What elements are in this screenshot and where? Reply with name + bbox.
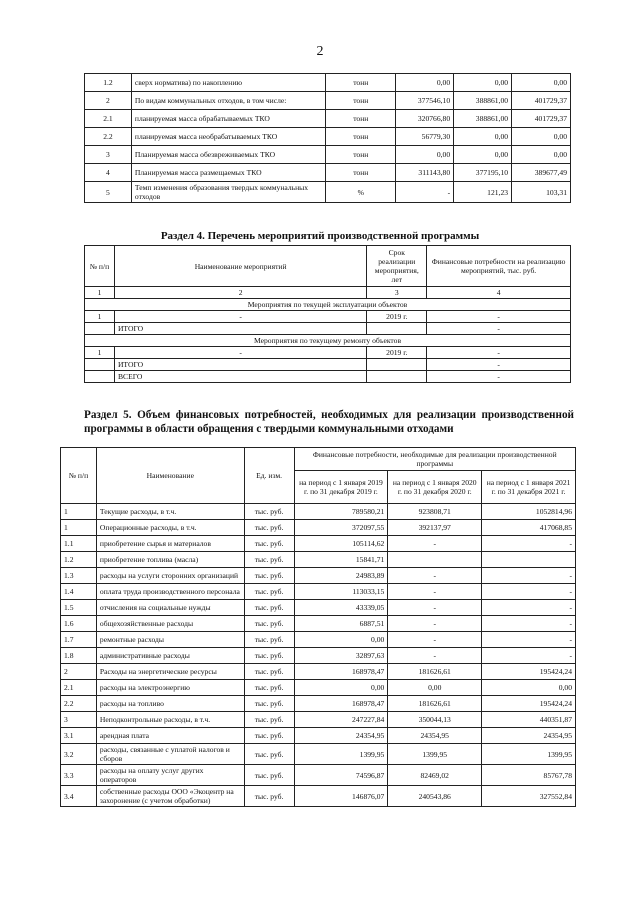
total-label: ИТОГО <box>114 323 366 335</box>
col-number: 3 <box>367 287 427 299</box>
header-unit: Ед. изм. <box>244 448 294 504</box>
table-cell: 24354,95 <box>294 728 388 744</box>
table-cell: 372097,55 <box>294 520 388 536</box>
header-num: № п/п <box>85 246 115 287</box>
table-row <box>61 616 576 632</box>
table-cell: Темп изменения образования твердых коммунальных отходов <box>131 182 326 203</box>
cell: - <box>427 311 571 323</box>
table-cell: 1.2 <box>61 552 97 568</box>
table-cell: 377195,10 <box>454 164 512 182</box>
table-row <box>85 92 571 110</box>
table-cell: собственные расходы ООО «Экоцентр на захоронение (с учетом обработки) <box>96 786 244 807</box>
table-cell: 24354,95 <box>388 728 482 744</box>
table-cell: тыс. руб. <box>244 536 294 552</box>
cell: 1 <box>85 347 115 359</box>
table-cell: 0,00 <box>294 680 388 696</box>
table-cell: тыс. руб. <box>244 765 294 786</box>
group-title: Мероприятия по текущему ремонту объектов <box>85 335 571 347</box>
table-cell: 388861,00 <box>454 110 512 128</box>
table-cell: тыс. руб. <box>244 696 294 712</box>
table-cell: 1.6 <box>61 616 97 632</box>
table-cell: сверх норматива) по накоплению <box>131 74 326 92</box>
table-cell: 1.5 <box>61 600 97 616</box>
table-row <box>61 584 576 600</box>
table-cell: - <box>388 616 482 632</box>
table-cell: 401729,37 <box>512 92 571 110</box>
table-cell: 1399,95 <box>482 744 576 765</box>
table-cell: - <box>388 600 482 616</box>
table-cell: 3 <box>61 712 97 728</box>
header-term: Срок реализации мероприятия, лет <box>367 246 427 287</box>
table-cell <box>482 552 576 568</box>
table-cell: 0,00 <box>454 128 512 146</box>
table-cell: - <box>388 632 482 648</box>
table-cell: 3.2 <box>61 744 97 765</box>
table-cell: 1.2 <box>85 74 132 92</box>
table-cell: 327552,84 <box>482 786 576 807</box>
table-row <box>61 504 576 520</box>
table-cell: 2.1 <box>61 680 97 696</box>
table-cell: 0,00 <box>482 680 576 696</box>
table-cell: 0,00 <box>454 74 512 92</box>
cell: 1 <box>85 311 115 323</box>
table-cell: 0,00 <box>396 146 454 164</box>
table-cell: тонн <box>326 74 396 92</box>
table-row <box>61 664 576 680</box>
table-cell: 417068,85 <box>482 520 576 536</box>
table-cell: ремонтные расходы <box>96 632 244 648</box>
table-cell: Неподконтрольные расходы, в т.ч. <box>96 712 244 728</box>
table-cell: арендная плата <box>96 728 244 744</box>
table-cell: 113033,15 <box>294 584 388 600</box>
table-cell: 105114,62 <box>294 536 388 552</box>
table-cell: 389677,49 <box>512 164 571 182</box>
table-cell: 4 <box>85 164 132 182</box>
table-cell: 1.4 <box>61 584 97 600</box>
table-cell: 2.1 <box>85 110 132 128</box>
total-label: ИТОГО <box>114 359 366 371</box>
table-cell: тыс. руб. <box>244 712 294 728</box>
table-cell: 0,00 <box>454 146 512 164</box>
table-cell: 6887,51 <box>294 616 388 632</box>
table-cell: расходы на электроэнергию <box>96 680 244 696</box>
table-cell: 0,00 <box>512 128 571 146</box>
table-row <box>61 786 576 807</box>
table-cell: 2.2 <box>85 128 132 146</box>
table-cell: 5 <box>85 182 132 203</box>
cell: - <box>427 347 571 359</box>
table-cell: - <box>388 648 482 664</box>
table-cell: 1.7 <box>61 632 97 648</box>
table-cell: 15841,71 <box>294 552 388 568</box>
table-cell: 195424,24 <box>482 664 576 680</box>
cell: 2019 г. <box>367 311 427 323</box>
table-cell: 146876,07 <box>294 786 388 807</box>
grand-total-label: ВСЕГО <box>114 371 366 383</box>
table-cell: - <box>482 616 576 632</box>
table-cell: 32897,63 <box>294 648 388 664</box>
table-cell: планируемая масса обрабатываемых ТКО <box>131 110 326 128</box>
table-cell: 923808,71 <box>388 504 482 520</box>
table-cell: 3.4 <box>61 786 97 807</box>
table-cell: 1 <box>61 520 97 536</box>
header-period-2021: на период с 1 января 2021 г. по 31 декабря 2021 г. <box>482 471 576 504</box>
table-cell: - <box>482 632 576 648</box>
table-row <box>61 680 576 696</box>
group-title: Мероприятия по текущей эксплуатации объектов <box>85 299 571 311</box>
table-cell: тыс. руб. <box>244 520 294 536</box>
table-row <box>61 632 576 648</box>
table-cell: тонн <box>326 128 396 146</box>
table-cell: 0,00 <box>388 680 482 696</box>
table-row <box>61 648 576 664</box>
header-finance: Финансовые потребности на реализацию мероприятий, тыс. руб. <box>427 246 571 287</box>
table-cell: 0,00 <box>512 74 571 92</box>
table-cell: 2 <box>61 664 97 680</box>
cell: 2019 г. <box>367 347 427 359</box>
table-cell: 388861,00 <box>454 92 512 110</box>
table-cell: 3 <box>85 146 132 164</box>
table-row <box>61 765 576 786</box>
table-cell: тонн <box>326 164 396 182</box>
table-cell: 181626,61 <box>388 696 482 712</box>
table-cell: общехозяйственные расходы <box>96 616 244 632</box>
table-cell: тыс. руб. <box>244 584 294 600</box>
section4-title: Раздел 4. Перечень мероприятий производственной программы <box>160 230 480 242</box>
table-cell: расходы, связанные с уплатой налогов и сборов <box>96 744 244 765</box>
cell: - <box>427 371 571 383</box>
table-cell: - <box>482 568 576 584</box>
table-cell: 85767,78 <box>482 765 576 786</box>
table-cell: расходы на топливо <box>96 696 244 712</box>
table-cell: 43339,05 <box>294 600 388 616</box>
table-row <box>85 146 571 164</box>
section5-title: Раздел 5. Объем финансовых потребностей, необходимых для реализации производственной программы в области обращения с твердыми коммунальными отходами <box>84 409 574 435</box>
table-cell: - <box>482 536 576 552</box>
table-cell: Текущие расходы, в т.ч. <box>96 504 244 520</box>
table-cell: % <box>326 182 396 203</box>
table-cell: тыс. руб. <box>244 616 294 632</box>
table-cell: 311143,80 <box>396 164 454 182</box>
table-cell: 247227,84 <box>294 712 388 728</box>
table-row <box>61 600 576 616</box>
table-cell: 121,23 <box>454 182 512 203</box>
table-cell: 401729,37 <box>512 110 571 128</box>
table-cell: - <box>396 182 454 203</box>
table-row <box>85 110 571 128</box>
table-cell: приобретение топлива (масла) <box>96 552 244 568</box>
header-name: Наименование <box>96 448 244 504</box>
table-row <box>61 728 576 744</box>
table-cell: 377546,10 <box>396 92 454 110</box>
table-cell: 0,00 <box>396 74 454 92</box>
table-cell: 3.1 <box>61 728 97 744</box>
col-number: 4 <box>427 287 571 299</box>
table-row <box>61 520 576 536</box>
table-row <box>61 696 576 712</box>
table-cell: тонн <box>326 146 396 164</box>
cell <box>85 371 115 383</box>
table-row <box>85 128 571 146</box>
table-cell: По видам коммунальных отходов, в том числе: <box>131 92 326 110</box>
table-cell: - <box>388 536 482 552</box>
finance-table <box>60 447 576 807</box>
table-cell: 1.3 <box>61 568 97 584</box>
cell: - <box>114 311 366 323</box>
table-row <box>61 552 576 568</box>
table-cell: приобретение сырья и материалов <box>96 536 244 552</box>
table-cell: тыс. руб. <box>244 680 294 696</box>
table-cell: Планируемая масса размещаемых ТКО <box>131 164 326 182</box>
table-cell: расходы на услуги сторонних организаций <box>96 568 244 584</box>
table-cell: 789580,21 <box>294 504 388 520</box>
measures-table <box>84 245 571 383</box>
header-num: № п/п <box>61 448 97 504</box>
table-cell: - <box>482 600 576 616</box>
table-cell: тыс. руб. <box>244 600 294 616</box>
table-cell: 195424,24 <box>482 696 576 712</box>
cell <box>367 359 427 371</box>
col-number: 2 <box>114 287 366 299</box>
table-cell: 320766,80 <box>396 110 454 128</box>
cell <box>85 359 115 371</box>
cell <box>367 323 427 335</box>
table-cell: 56779,30 <box>396 128 454 146</box>
table-cell: тыс. руб. <box>244 648 294 664</box>
table-cell: 24983,89 <box>294 568 388 584</box>
table-row <box>85 182 571 203</box>
table-cell: 2 <box>85 92 132 110</box>
page-number: 2 <box>316 44 324 59</box>
table-cell: 24354,95 <box>482 728 576 744</box>
table-cell: - <box>388 584 482 600</box>
col-number: 1 <box>85 287 115 299</box>
cell: - <box>427 323 571 335</box>
table-cell: тыс. руб. <box>244 632 294 648</box>
table-cell: тонн <box>326 92 396 110</box>
table-row <box>61 744 576 765</box>
table-cell: 0,00 <box>512 146 571 164</box>
table-cell: отчисления на социальные нужды <box>96 600 244 616</box>
table-cell: 1052814,96 <box>482 504 576 520</box>
table-cell: 3.3 <box>61 765 97 786</box>
table-cell: 168978,47 <box>294 696 388 712</box>
table-cell: 440351,87 <box>482 712 576 728</box>
table-cell: тыс. руб. <box>244 552 294 568</box>
table-cell: тыс. руб. <box>244 786 294 807</box>
table-cell: оплата труда производственного персонала <box>96 584 244 600</box>
table-cell: 0,00 <box>294 632 388 648</box>
table-cell: 1399,95 <box>294 744 388 765</box>
table-row <box>61 712 576 728</box>
table-cell: - <box>482 648 576 664</box>
cell <box>85 323 115 335</box>
table-cell: 74596,87 <box>294 765 388 786</box>
waste-volume-table <box>84 73 571 203</box>
table-cell: 168978,47 <box>294 664 388 680</box>
table-cell: 1.8 <box>61 648 97 664</box>
table-cell: тыс. руб. <box>244 504 294 520</box>
table-cell: тонн <box>326 110 396 128</box>
table-cell: 82469,02 <box>388 765 482 786</box>
table-cell: расходы на оплату услуг других операторов <box>96 765 244 786</box>
table-cell: тыс. руб. <box>244 568 294 584</box>
table-cell: 103,31 <box>512 182 571 203</box>
table-cell: тыс. руб. <box>244 744 294 765</box>
header-period-2019: на период с 1 января 2019 г. по 31 декабря 2019 г. <box>294 471 388 504</box>
cell: - <box>114 347 366 359</box>
table-cell: тыс. руб. <box>244 664 294 680</box>
table-cell: Планируемая масса обезвреживаемых ТКО <box>131 146 326 164</box>
table-cell: Операционные расходы, в т.ч. <box>96 520 244 536</box>
table-row <box>85 164 571 182</box>
cell: - <box>427 359 571 371</box>
table-row <box>61 568 576 584</box>
table-cell: 240543,86 <box>388 786 482 807</box>
header-period-2020: на период с 1 января 2020 г. по 31 декабря 2020 г. <box>388 471 482 504</box>
table-cell: 1 <box>61 504 97 520</box>
table-cell: - <box>482 584 576 600</box>
table-cell: 2.2 <box>61 696 97 712</box>
table-row <box>61 536 576 552</box>
table-cell: 1.1 <box>61 536 97 552</box>
header-name: Наименование мероприятий <box>114 246 366 287</box>
table-cell: тыс. руб. <box>244 728 294 744</box>
table-cell: Расходы на энергетические ресурсы <box>96 664 244 680</box>
table-cell: 181626,61 <box>388 664 482 680</box>
table-cell: административные расходы <box>96 648 244 664</box>
table-cell: 350044,13 <box>388 712 482 728</box>
table-row <box>85 74 571 92</box>
header-finance: Финансовые потребности, необходимые для реализации производственной программы <box>294 448 575 471</box>
table-cell: планируемая масса необрабатываемых ТКО <box>131 128 326 146</box>
table-cell: 1399,95 <box>388 744 482 765</box>
table-cell <box>388 552 482 568</box>
table-cell: 392137,97 <box>388 520 482 536</box>
table-cell: - <box>388 568 482 584</box>
cell <box>367 371 427 383</box>
